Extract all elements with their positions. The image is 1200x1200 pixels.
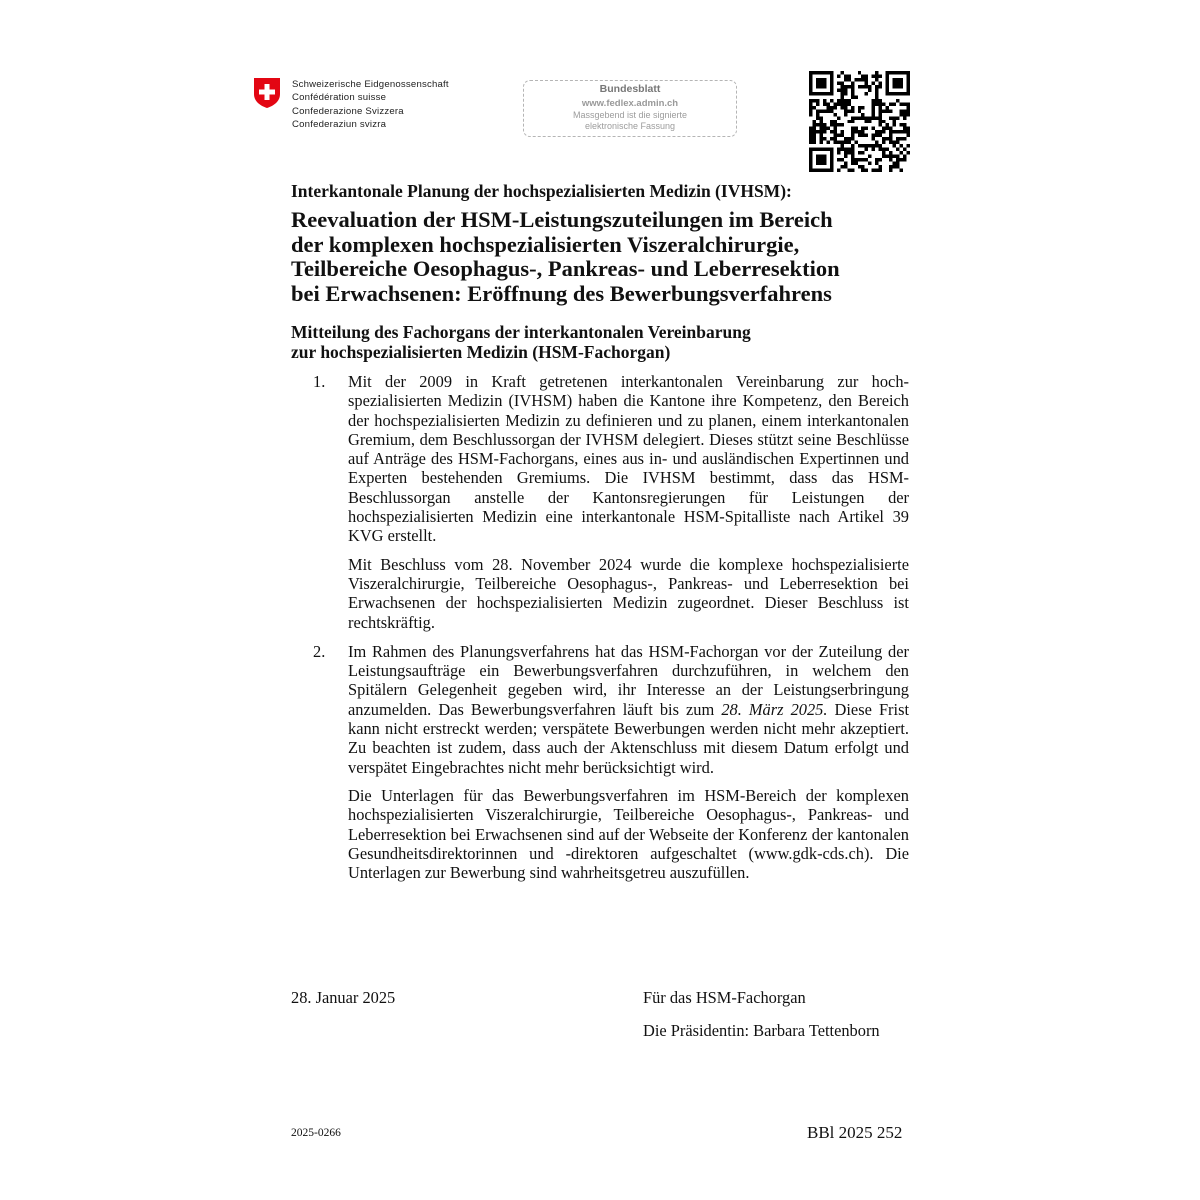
item-number: 1. (313, 372, 326, 391)
title-line: Reevaluation der HSM-Leistungszuteilungen im Bereich (291, 207, 833, 232)
signature-organ: Für das HSM-Fachorgan (643, 988, 806, 1007)
numbered-item (291, 642, 909, 883)
paragraph: Mit Beschluss vom 28. November 2024 wurde die komplexe hochspezialisierte Viszeralchirurgie, Teilbereiche Oesophagus-, Pankreas- und Leberresektion bei Erwachsenen der hochspezialisierten Medizin zugeordnet. Dieser Beschluss ist rechtskräftig. (348, 554, 909, 632)
stamp-note-line1: Massgebend ist die signierte (572, 110, 688, 120)
intro-heading: Interkantonale Planung der hochspezialisierten Medizin (IVHSM): (291, 181, 792, 201)
stamp-url: www.fedlex.admin.ch (581, 98, 679, 109)
title-line: der komplexen hochspezialisierten Viszeralchirurgie, (291, 231, 800, 257)
signature-president: Die Präsidentin: Barbara Tettenborn (643, 1021, 880, 1040)
confederation-name-fr: Confédération suisse (292, 92, 387, 104)
paragraph (348, 642, 909, 777)
page-title (291, 208, 931, 306)
document-date: 28. Januar 2025 (291, 988, 396, 1007)
title-line: bei Erwachsenen: Eröffnung des Bewerbungsverfahrens (291, 280, 832, 306)
numbered-item (291, 372, 909, 632)
stamp-title: Bundesblatt (599, 83, 661, 95)
confederation-name-rm: Confederaziun svizra (292, 119, 387, 131)
paragraph-text: Im Rahmen des Planungsverfahrens hat das HSM-Fachorgan vor der Zuteilung der Leistungsaufträge ein Bewerbungsverfahren durchzuführen, in welchem den Spitälern Gelegenheit gegeben wird, ihr Interesse an der Leistungserbringung anzumelden. Das Bewerbungsverfahren läuft bis zum (348, 641, 909, 719)
qr-code-icon (809, 71, 910, 172)
deadline-date: 28. März 2025. (721, 699, 828, 719)
title-line: Teilbereiche Oesophagus-, Pankreas- und Leberresektion (291, 256, 840, 281)
confederation-name-de: Schweizerische Eidgenossenschaft (292, 79, 449, 90)
confederation-name-it: Confederazione Svizzera (292, 105, 404, 117)
subtitle-line: zur hochspezialisierten Medizin (HSM-Fachorgan) (291, 341, 671, 362)
item-number: 2. (313, 641, 326, 661)
paragraph: Mit der 2009 in Kraft getretenen interkantonalen Vereinbarung zur hochspezialisierten Medizin (IVHSM) haben die Kantone ihre Kompetenz, den Bereich der hochspezialisierten Medizin zu definieren und zu planen, einem interkantonalen Gremium, dem Beschlussorgan der IVHSM delegiert. Dieses stützt seine Beschlüsse auf Anträge des HSM-Fachorgans, eines aus in- und ausländischen Expertinnen und Experten bestehenden Gremiums. Die IVHSM bestimmt, dass das HSM-Beschlussorgan anstelle der Kantonsregierungen für Leistungen der hochspezialisierten Medizin eine interkantonale HSM-Spitalliste nach Artikel 39 KVG erstellt. (348, 372, 909, 546)
bundesblatt-stamp (523, 80, 737, 137)
paragraph-text: Diese Frist kann nicht erstreckt werden; verspätete Bewerbungen werden nicht mehr akzeptiert. Zu beachten ist zudem, dass auch der Aktenschluss mit diesem Datum erfolgt und verspätet Eingebrachtes nicht mehr berücksichtigt wird. (348, 699, 909, 777)
bbl-reference: BBl 2025 252 (807, 1123, 903, 1142)
document-number: 2025-0266 (291, 1127, 341, 1139)
document-body (291, 372, 909, 882)
swiss-coat-of-arms-icon (253, 77, 281, 109)
paragraph: Die Unterlagen für das Bewerbungsverfahren im HSM-Bereich der komplexen hochspezialisierten Viszeralchirurgie, Teilbereiche Oesophagus-, Pankreas- und Leberresektion bei Erwachsenen sind auf der Webseite der Konferenz der kantonalen Gesundheitsdirektorinnen und -direktoren aufgeschaltet (www.gdk-cds.ch). Die Unterlagen zur Bewerbung sind wahrheitsgetreu auszufüllen. (348, 785, 909, 883)
subtitle-line: Mitteilung des Fachorgans der interkantonalen Vereinbarung (291, 322, 751, 342)
subtitle (291, 323, 751, 362)
confederation-names (292, 78, 449, 132)
stamp-note-line2: elektronische Fassung (584, 121, 676, 131)
